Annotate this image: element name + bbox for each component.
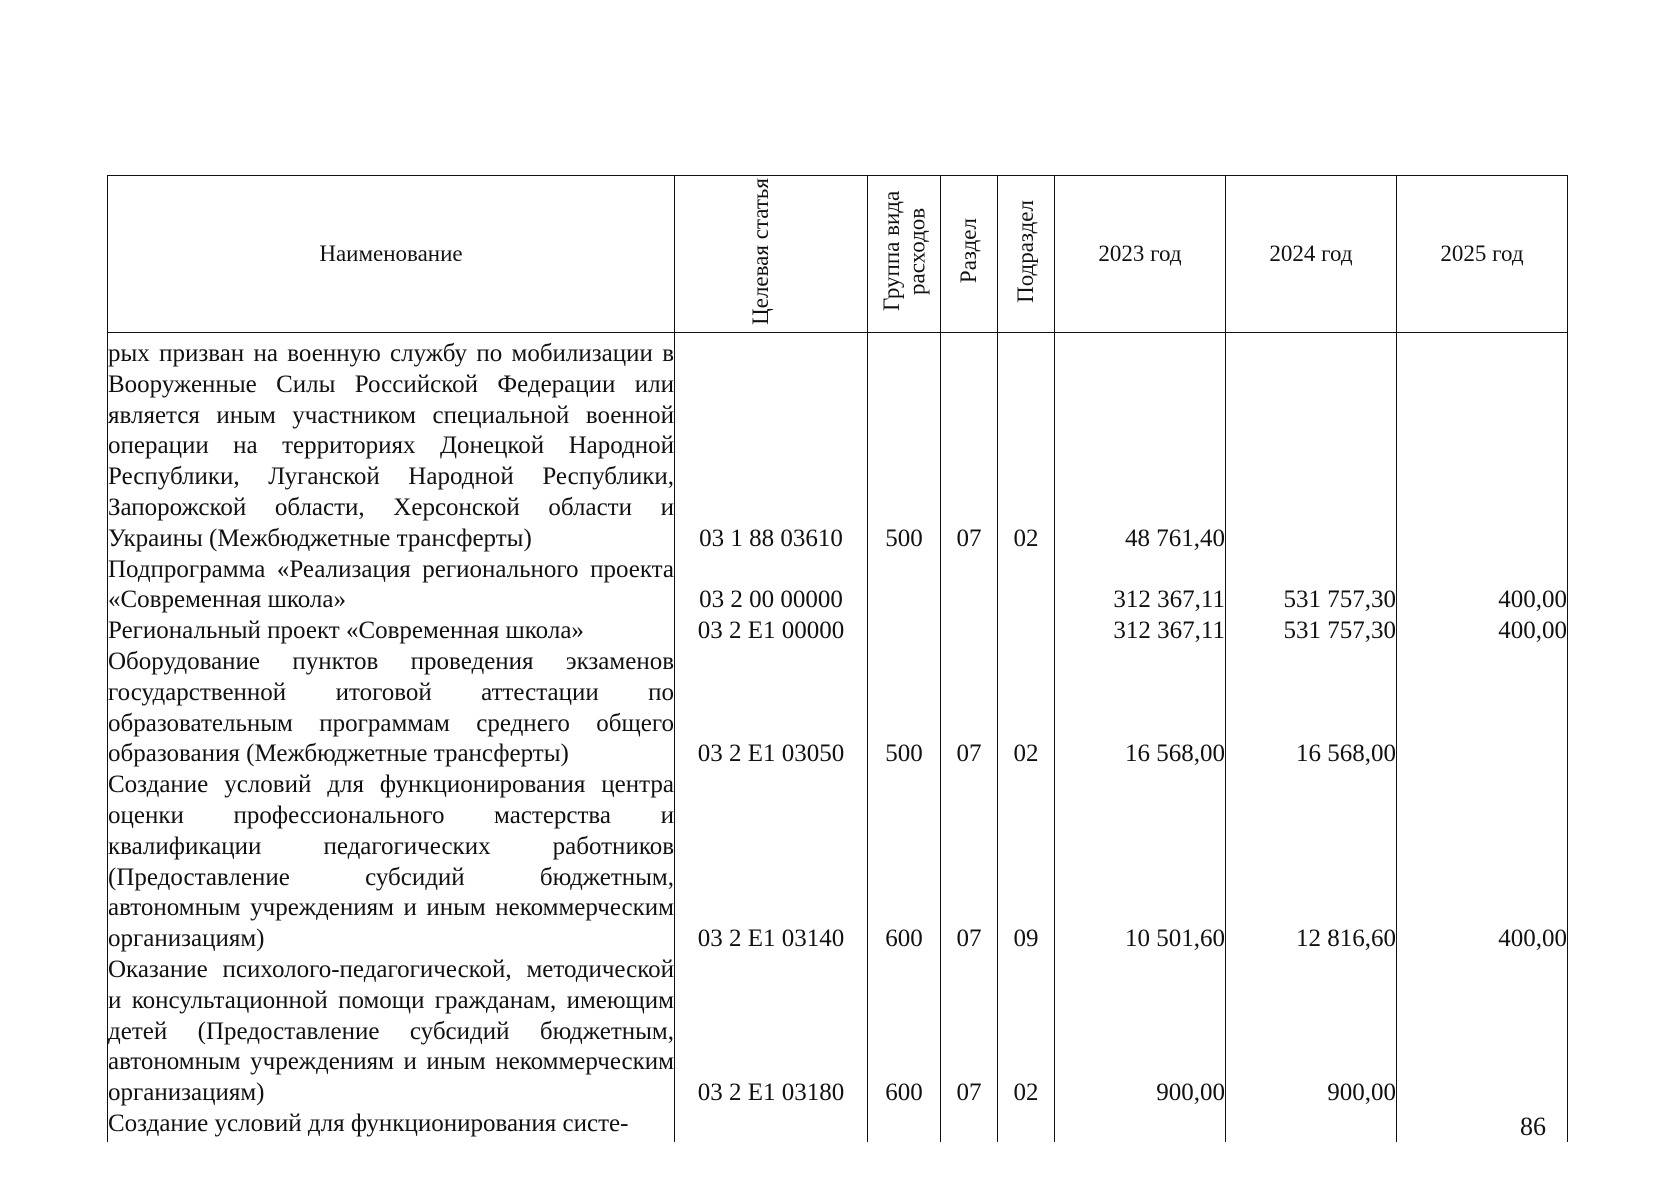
row-2023: 48 761,40 — [1055, 333, 1226, 555]
row-2023: 900,00 — [1055, 955, 1226, 1109]
row-2024: 900,00 — [1226, 955, 1397, 1109]
header-subsection: Подраздел — [998, 176, 1055, 333]
row-2023: 312 367,11 — [1055, 555, 1226, 617]
row-2024 — [1226, 333, 1397, 555]
row-group: 600 — [868, 955, 941, 1109]
row-2025 — [1397, 333, 1568, 555]
row-subsection — [998, 616, 1055, 647]
row-2025 — [1397, 647, 1568, 770]
header-2023: 2023 год — [1055, 176, 1226, 333]
table-row — [108, 616, 1568, 647]
row-2024: 531 757,30 — [1226, 616, 1397, 647]
row-code: 03 2 E1 03050 — [675, 647, 868, 770]
row-section — [941, 1109, 998, 1142]
row-subsection — [998, 555, 1055, 617]
row-section: 07 — [941, 955, 998, 1109]
row-code — [675, 1109, 868, 1142]
row-subsection: 02 — [998, 647, 1055, 770]
header-2024: 2024 год — [1226, 176, 1397, 333]
row-2025 — [1397, 955, 1568, 1109]
row-code: 03 2 E1 03140 — [675, 770, 868, 955]
row-name: Создание условий для функционирования систе- — [108, 1109, 675, 1142]
row-group: 500 — [868, 647, 941, 770]
budget-table — [107, 175, 1568, 1142]
row-2023 — [1055, 1109, 1226, 1142]
row-group — [868, 616, 941, 647]
row-2025: 400,00 — [1397, 616, 1568, 647]
row-section — [941, 555, 998, 617]
row-2024: 531 757,30 — [1226, 555, 1397, 617]
row-2024 — [1226, 1109, 1397, 1142]
row-subsection: 02 — [998, 955, 1055, 1109]
row-section: 07 — [941, 333, 998, 555]
row-section — [941, 616, 998, 647]
header-target-article: Целевая статья — [675, 176, 868, 333]
row-section: 07 — [941, 770, 998, 955]
row-group — [868, 555, 941, 617]
table-row — [108, 770, 1568, 955]
header-name: Наименование — [108, 176, 675, 333]
row-subsection: 02 — [998, 333, 1055, 555]
row-name: рых призван на военную службу по мобилизации в Вооруженные Силы Российской Федерации или является иным участником специальной военной операции на территориях Донецкой Народной Республики, Луганской Народной Республики, Запорожской области, Херсонской области и Украины (Межбюджетные трансферты) — [108, 333, 675, 555]
header-2025: 2025 год — [1397, 176, 1568, 333]
row-name: Оказание психолого-педагогической, методической и консультационной помощи гражданам, имеющим детей (Предоставление субсидий бюджетным, автономным учреждениям и иным некоммерческим организациям) — [108, 955, 675, 1109]
row-group: 600 — [868, 770, 941, 955]
table-row — [108, 333, 1568, 555]
row-name: Региональный проект «Современная школа» — [108, 616, 675, 647]
row-code: 03 2 E1 03180 — [675, 955, 868, 1109]
row-2024: 16 568,00 — [1226, 647, 1397, 770]
row-2024: 12 816,60 — [1226, 770, 1397, 955]
row-code: 03 1 88 03610 — [675, 333, 868, 555]
row-section: 07 — [941, 647, 998, 770]
table-row — [108, 1109, 1568, 1142]
row-group: 500 — [868, 333, 941, 555]
row-group — [868, 1109, 941, 1142]
row-code: 03 2 00 00000 — [675, 555, 868, 617]
header-expense-group: Группа вида расходов — [868, 176, 941, 333]
page-number: 86 — [1520, 1112, 1546, 1141]
header-section: Раздел — [941, 176, 998, 333]
row-2023: 10 501,60 — [1055, 770, 1226, 955]
table-header-row — [108, 176, 1568, 333]
row-2025: 400,00 — [1397, 555, 1568, 617]
table-row — [108, 555, 1568, 617]
row-2023: 16 568,00 — [1055, 647, 1226, 770]
row-2025: 400,00 — [1397, 770, 1568, 955]
row-name: Подпрограмма «Реализация регионального проекта «Современная школа» — [108, 555, 675, 617]
row-subsection — [998, 1109, 1055, 1142]
row-name: Оборудование пунктов проведения экзаменов государственной итоговой аттестации по образовательным программам среднего общего образования (Межбюджетные трансферты) — [108, 647, 675, 770]
row-2023: 312 367,11 — [1055, 616, 1226, 647]
row-name: Создание условий для функционирования центра оценки профессионального мастерства и квалификации педагогических работников (Предоставление субсидий бюджетным, автономным учреждениям и иным некоммерческим организациям) — [108, 770, 675, 955]
row-subsection: 09 — [998, 770, 1055, 955]
table-row — [108, 647, 1568, 770]
row-code: 03 2 E1 00000 — [675, 616, 868, 647]
table-row — [108, 955, 1568, 1109]
